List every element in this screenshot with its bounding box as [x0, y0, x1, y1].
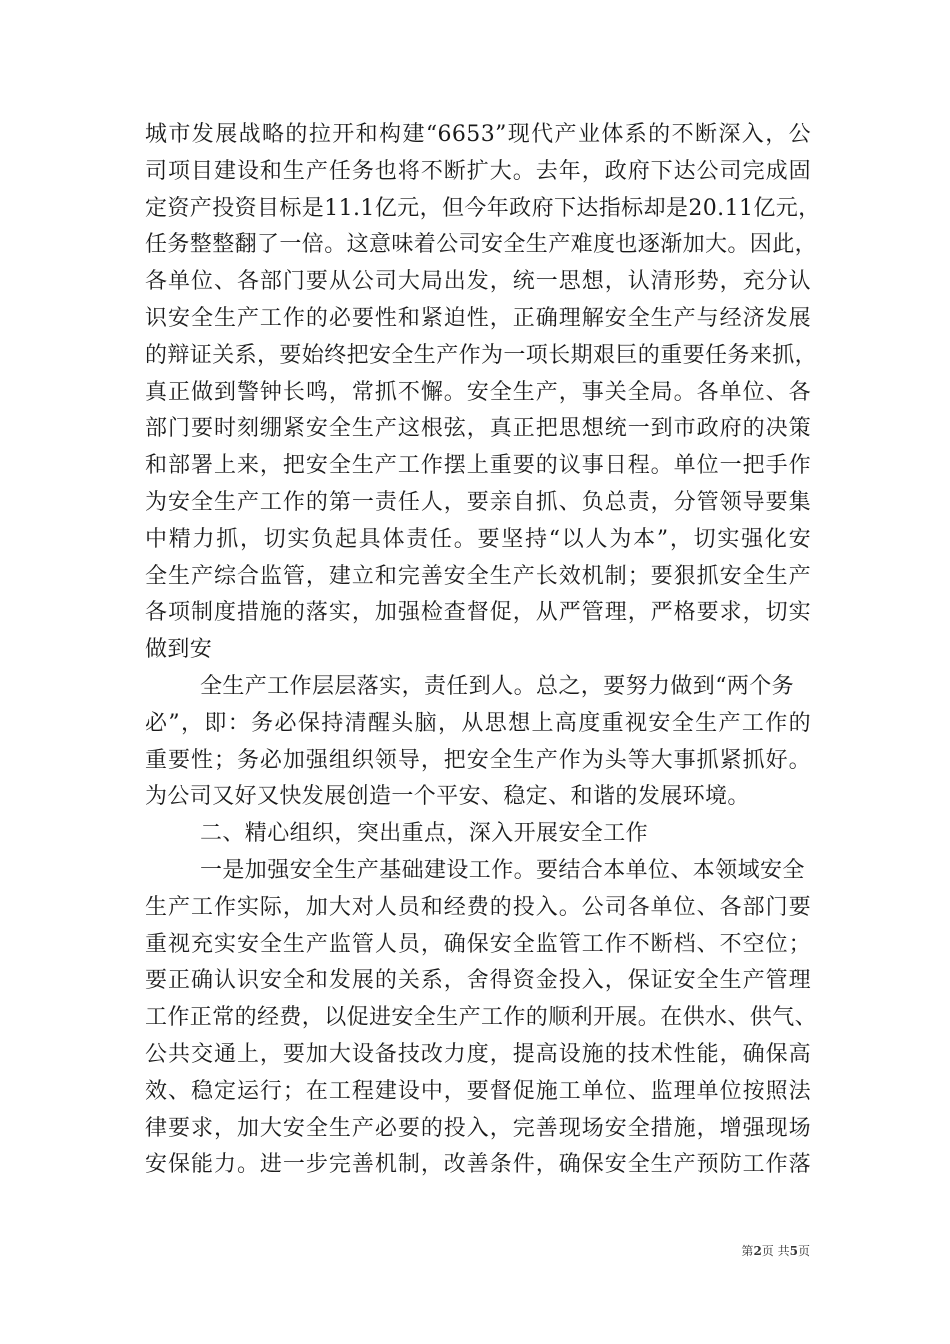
footer-middle: 页 共 [761, 1244, 790, 1258]
document-body [145, 117, 821, 1184]
text-line: 为安全生产工作的第一责任人，要亲自抓、负总责，分管领导要集 [145, 489, 811, 515]
text-line: 任务整整翻了一倍。这意味着公司安全生产难度也逐渐加大。因此， [145, 232, 818, 258]
text-line: 安保能力。进一步完善机制，改善条件，确保安全生产预防工作落 [145, 1152, 811, 1178]
section-heading: 二、精心组织，突出重点，深入开展安全工作 [200, 821, 649, 847]
total-page-count: 5 [789, 1244, 798, 1258]
text-line: 部门要时刻绷紧安全生产这根弦，真正把思想统一到市政府的决策 [145, 416, 811, 442]
text-line: 城市发展战略的拉开和构建“6653”现代产业体系的不断深入，公 [145, 122, 811, 147]
text-line: 中精力抓，切实负起具体责任。要坚持“以人为本”，切实强化安 [145, 526, 811, 552]
text-line: 定资产投资目标是11.1亿元，但今年政府下达指标却是20.11亿元， [145, 195, 821, 221]
text-line: 生产工作实际，加大对人员和经费的投入。公司各单位、各部门要 [145, 894, 811, 920]
text-line: 效、稳定运行；在工程建设中，要督促施工单位、监理单位按照法 [145, 1078, 811, 1104]
text-line: 识安全生产工作的必要性和紧迫性，正确理解安全生产与经济发展 [145, 305, 811, 331]
text-line: 工作正常的经费，以促进安全生产工作的顺利开展。在供水、供气、 [145, 1005, 818, 1031]
paragraph-start: 一是加强安全生产基础建设工作。要结合本单位、本领域安全 [200, 857, 805, 883]
text-line: 要正确认识安全和发展的关系，舍得资金投入，保证安全生产管理 [145, 968, 811, 994]
text-line: 做到安 [145, 637, 213, 663]
current-page-number: 2 [753, 1244, 762, 1258]
text-line: 各项制度措施的落实，加强检查督促，从严管理，严格要求，切实 [145, 600, 811, 626]
text-line: 全生产综合监管，建立和完善安全生产长效机制；要狠抓安全生产 [145, 563, 811, 589]
text-line: 公共交通上，要加大设备技改力度，提高设施的技术性能，确保高 [145, 1041, 811, 1067]
paragraph-start: 全生产工作层层落实，责任到人。总之，要努力做到“两个务 [200, 673, 795, 699]
text-line: 重视充实安全生产监管人员，确保安全监管工作不断档、不空位； [145, 931, 811, 957]
text-line: 重要性；务必加强组织领导，把安全生产作为头等大事抓紧抓好。 [145, 747, 811, 773]
text-line: 为公司又好又快发展创造一个平安、稳定、和谐的发展环境。 [145, 784, 750, 810]
text-line: 必”，即：务必保持清醒头脑，从思想上高度重视安全生产工作的 [145, 710, 811, 736]
page-number-footer [700, 1243, 810, 1259]
text-line: 司项目建设和生产任务也将不断扩大。去年，政府下达公司完成固 [145, 158, 811, 184]
text-line: 真正做到警钟长鸣，常抓不懈。安全生产，事关全局。各单位、各 [145, 379, 811, 405]
footer-prefix: 第 [741, 1244, 754, 1258]
text-line: 和部署上来，把安全生产工作摆上重要的议事日程。单位一把手作 [145, 453, 811, 479]
text-line: 律要求，加大安全生产必要的投入，完善现场安全措施，增强现场 [145, 1115, 811, 1141]
text-line: 的辩证关系，要始终把安全生产作为一项长期艰巨的重要任务来抓， [145, 342, 818, 368]
footer-suffix: 页 [797, 1244, 810, 1258]
text-line: 各单位、各部门要从公司大局出发，统一思想，认清形势，充分认 [145, 269, 811, 295]
